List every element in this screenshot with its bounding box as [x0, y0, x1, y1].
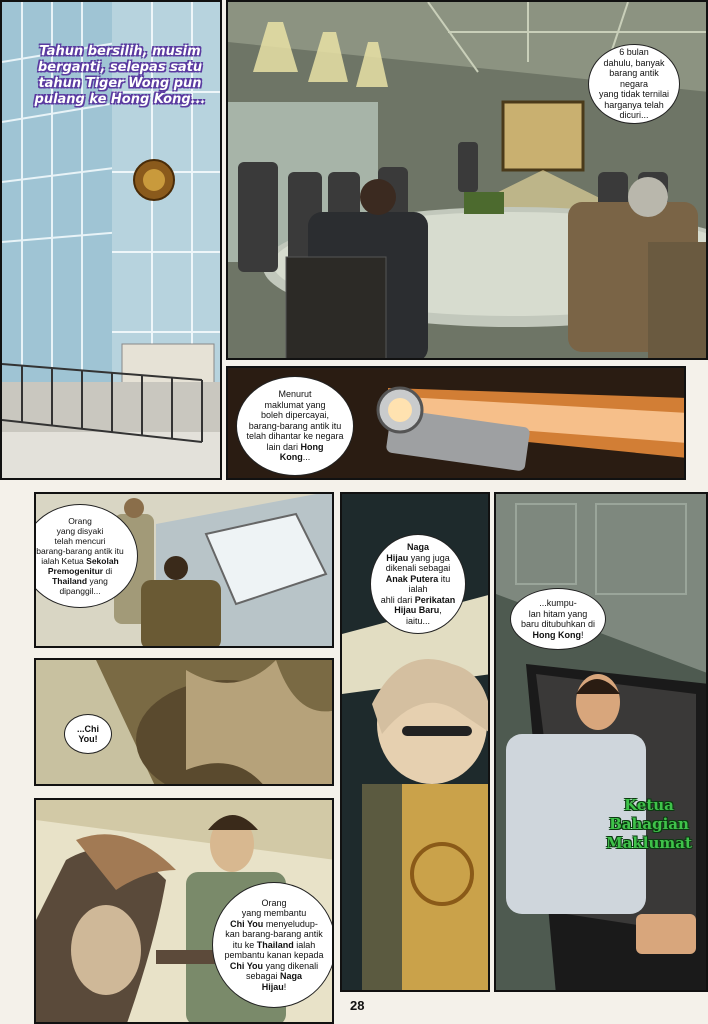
bubble-line: iaitu... — [405, 615, 430, 626]
bubble-bold: Hijau — [386, 552, 409, 563]
speech-bubble — [236, 376, 354, 476]
bubble-line: telah mencuri — [54, 536, 106, 546]
bubble-text: itu ke — [232, 939, 255, 950]
page-number: 28 — [350, 998, 365, 1013]
bubble-text: ialah Ketua — [41, 556, 84, 566]
bubble-bold: Naga — [406, 542, 429, 552]
bubble-text: menyeludup- — [265, 918, 318, 929]
panel-accomplice — [34, 798, 334, 1024]
bubble-line: pembantu kanan kepada — [224, 950, 324, 961]
label-line: Bahagian — [609, 815, 689, 833]
bubble-line: yang tidak ternilai — [598, 89, 670, 100]
bubble-line — [233, 940, 316, 951]
intel-chief-illustration — [496, 494, 708, 992]
bubble-line: ...kumpu- — [539, 598, 577, 608]
bubble-line: lan hitam yang — [528, 608, 588, 619]
bubble-line — [375, 574, 461, 595]
bubble-text: , — [439, 605, 442, 615]
speech-bubble — [510, 588, 606, 650]
bubble-text: ! — [580, 629, 584, 640]
panel-chi-you-closeup — [34, 658, 334, 786]
caption-line: Tahun bersilih, musim — [39, 44, 201, 59]
bubble-line: yang membantu — [241, 908, 307, 919]
bubble-text: sebagai — [245, 971, 278, 982]
bubble-line: telah dihantar ke negara — [246, 431, 344, 442]
bubble-line — [266, 442, 323, 453]
label-line: Ketua — [624, 796, 674, 814]
caption-line: berganti, selepas satu — [37, 60, 203, 75]
speech-bubble — [212, 882, 334, 1008]
speech-bubble — [588, 44, 680, 124]
panel-intel-chief — [494, 492, 708, 992]
bubble-line: dikenali sebagai — [385, 563, 451, 573]
bubble-line — [230, 961, 318, 972]
bubble-line — [381, 595, 456, 606]
bubble-bold: Sekolah — [86, 556, 119, 566]
bubble-bold: Thailand — [256, 939, 294, 950]
speech-bubble — [370, 534, 466, 634]
bubble-text: lain dari — [266, 441, 298, 452]
bubble-bold: Perikatan — [414, 594, 456, 605]
bubble-text: ... — [302, 452, 311, 463]
bubble-bold: Kong — [279, 452, 303, 463]
bubble-text: yang juga — [410, 552, 450, 563]
bubble-bold: Hijau — [261, 981, 284, 992]
panel-building-exterior — [0, 0, 222, 480]
bubble-line: baru ditubuhkan di — [520, 619, 596, 629]
bubble-bold: Chi You — [229, 960, 264, 971]
bubble-line — [532, 630, 583, 641]
bubble-line — [52, 576, 108, 586]
bubble-line — [386, 553, 450, 564]
bubble-line — [230, 919, 318, 930]
bubble-text: ! — [283, 981, 287, 992]
bubble-bold: Anak Putera — [385, 573, 439, 584]
bubble-line: yang disyaki — [56, 526, 104, 536]
bubble-line: kan barang-barang antik — [225, 929, 323, 940]
bubble-line — [246, 971, 302, 982]
bubble-bold: Naga — [280, 971, 303, 982]
bubble-line: harganya telah — [604, 99, 664, 110]
bubble-line: Menurut — [278, 389, 312, 400]
bubble-line: dipanggil... — [59, 586, 101, 596]
caption-line: tahun Tiger Wong pun — [38, 76, 202, 91]
caption-line: pulang ke Hong Kong... — [34, 92, 206, 107]
bubble-bold: ...Chi — [77, 723, 99, 734]
label-line: Maklumat — [606, 834, 692, 852]
bubble-line — [41, 556, 119, 566]
narration-caption — [30, 44, 210, 108]
bubble-line: barang antik negara — [609, 68, 659, 89]
panel-meeting-room — [226, 0, 708, 360]
bubble-line: barang-barang antik itu — [36, 546, 124, 556]
bubble-bold: Hong — [300, 441, 324, 452]
bubble-line: Orang — [68, 516, 92, 526]
bubble-text: ialah — [296, 939, 316, 950]
bubble-text: yang dikenali — [265, 960, 319, 971]
bubble-bold: You! — [78, 734, 98, 744]
bubble-text: di — [105, 566, 113, 576]
panel-car-scene — [34, 492, 334, 648]
bubble-bold: Premogenitur — [47, 566, 104, 576]
speech-bubble — [64, 714, 112, 754]
bubble-line — [262, 982, 287, 993]
bubble-bold: Hong Kong — [532, 629, 581, 640]
panel-flashlight — [226, 366, 686, 480]
bubble-line: boleh dipercayai, — [260, 410, 330, 421]
bubble-text: ahli dari — [380, 594, 413, 605]
bubble-line: dahulu, banyak — [603, 57, 665, 68]
bubble-line: 6 bulan — [619, 47, 649, 58]
bubble-line: dicuri... — [619, 110, 649, 121]
bubble-bold: Thailand — [52, 576, 88, 586]
bubble-text: yang — [89, 576, 108, 586]
bubble-line — [394, 605, 442, 616]
panel-naga-hijau — [340, 492, 490, 992]
character-label — [592, 796, 706, 853]
bubble-line: maklumat yang — [264, 399, 326, 410]
bubble-line — [48, 566, 112, 576]
bubble-line: Orang — [261, 897, 287, 908]
bubble-line: barang-barang antik itu — [248, 420, 342, 431]
bubble-bold: Chi You — [230, 918, 264, 929]
bubble-line — [280, 452, 311, 463]
bubble-text: itu ialah — [408, 573, 451, 594]
bubble-bold: Hijau Baru — [394, 605, 440, 615]
